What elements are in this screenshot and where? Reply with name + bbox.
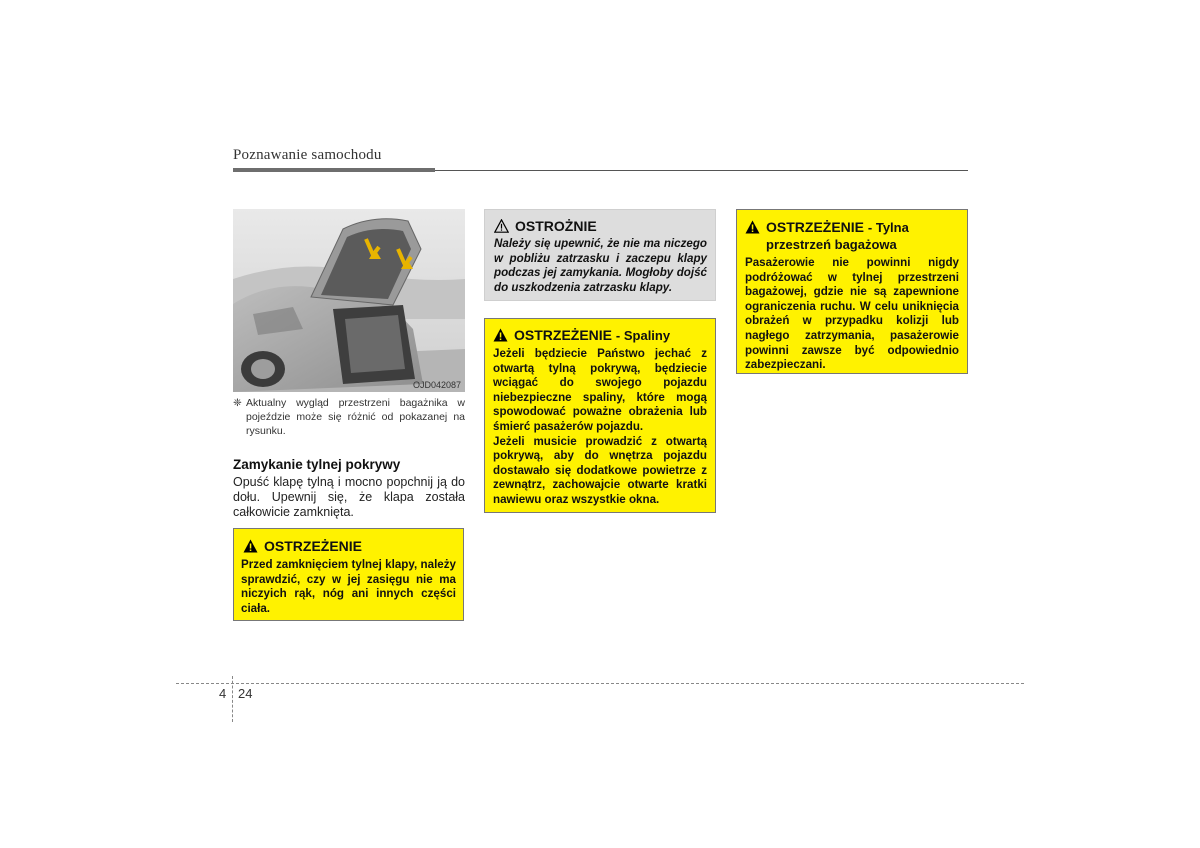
- caption-text: Aktualny wygląd przestrzeni bagażnika w pojeździe może się różnić od pokazanej na rysunku.: [246, 397, 465, 437]
- warning-fumes-paragraph-1: Jeżeli będziecie Państwo jechać z otwartą tylną pokrywą, będziecie wciągać do swojego pojazdu niebezpieczne spaliny, które mogą spowodować poważne obrażenia lub śmierć pasażerów pojazdu.: [493, 347, 707, 433]
- tailgate-photo: [233, 209, 465, 392]
- warning-box-fumes: [484, 318, 716, 513]
- warning-fumes-paragraph-2: Jeżeli musicie prowadzić z otwartą pokrywą, aby do wnętrza pojazdu dostawało się dodatkowe powietrze z zewnątrz, zachowajcie otwarte kratki nawiewu oraz wszystkie okna.: [493, 434, 707, 506]
- footer-rule: [176, 683, 1024, 684]
- warning-cargo-title-row: [745, 219, 959, 253]
- page-number: [219, 686, 253, 701]
- warning-triangle-icon: [745, 220, 760, 237]
- warning-fumes-subtitle: - Spaliny: [615, 328, 671, 343]
- warning-cargo-subtitle-2: przestrzeń bagażowa: [766, 237, 897, 252]
- header-rule-accent: [233, 168, 435, 172]
- figure-caption: [233, 396, 465, 438]
- page-header-title: Poznawanie samochodu: [233, 147, 382, 163]
- figure-code: OJD042087: [412, 380, 461, 390]
- warning-title: OSTRZEŻENIE: [264, 538, 363, 554]
- header-rule: [435, 170, 968, 171]
- warning-cargo-subtitle: - Tylna: [867, 220, 909, 235]
- warning-fumes-title: OSTRZEŻENIE: [514, 327, 613, 343]
- warning-fumes-title-row: [493, 327, 707, 345]
- caution-body: Należy się upewnić, że nie ma niczego w pobliżu zatrzasku i zaczepu klapy podczas jej zamykania. Mogłoby dojść do uszkodzenia zatrzasku klapy.: [494, 237, 707, 294]
- warning-box-tailgate: [233, 528, 464, 621]
- warning-cargo-body: Pasażerowie nie powinni nigdy podróżować w tylnej przestrzeni bagażowej, gdzie nie są zapewnione ograniczenia ruchu. W celu uniknięcia obrażeń w przypadku kolizji lub nagłego zatrzymania, pasażerowie powinni zawsze być odpowiednio zabezpieczani.: [745, 256, 959, 372]
- caption-mark: ❈: [233, 397, 242, 409]
- warning-title-row: [241, 538, 456, 556]
- warning-cargo-title: OSTRZEŻENIE: [766, 219, 865, 235]
- caution-triangle-icon: [494, 219, 509, 236]
- warning-body: Przed zamknięciem tylnej klapy, należy sprawdzić, czy w jej zasięgu nie ma niczyich rąk, nóg ani innych części ciała.: [241, 558, 456, 615]
- warning-triangle-icon: [493, 328, 508, 345]
- warning-triangle-icon: [243, 539, 258, 556]
- warning-box-cargo: [736, 209, 968, 374]
- section-heading: Zamykanie tylnej pokrywy: [233, 457, 401, 472]
- section-number: 4: [219, 686, 227, 701]
- section-body: Opuść klapę tylną i mocno popchnij ją do dołu. Upewnij się, że klapa została całkowicie zamknięta.: [233, 475, 465, 519]
- page-number-value: 24: [238, 686, 253, 701]
- warning-fumes-body: [493, 347, 707, 508]
- caution-title-row: [494, 218, 707, 236]
- caution-title: OSTROŻNIE: [515, 218, 597, 234]
- caution-box-latch: [484, 209, 716, 301]
